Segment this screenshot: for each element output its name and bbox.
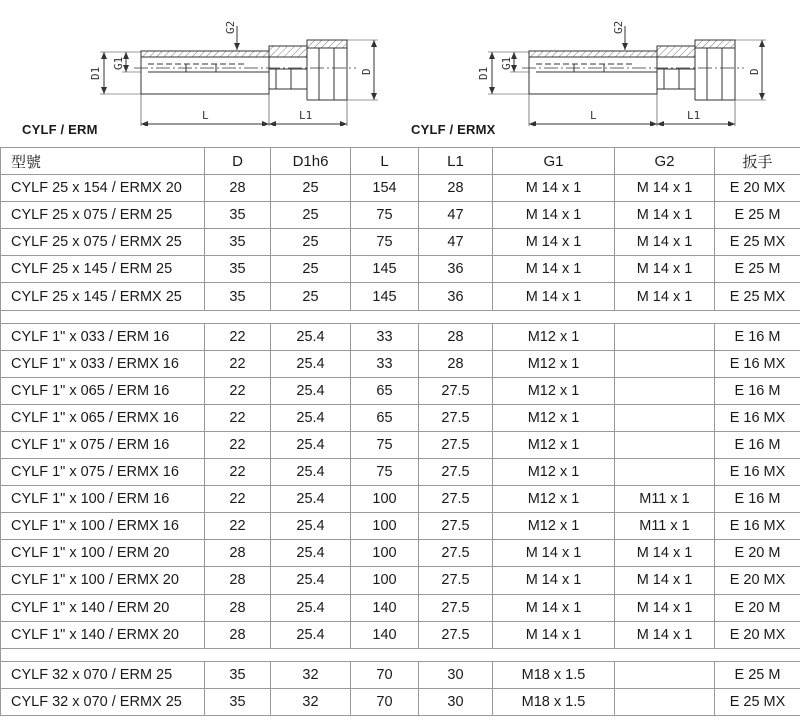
cell-model: CYLF 1" x 140 / ERM 20: [1, 594, 205, 621]
dim-g1-label: G1: [112, 56, 125, 70]
cell-model: CYLF 25 x 075 / ERM 25: [1, 202, 205, 229]
cell-l1: 27.5: [419, 377, 493, 404]
cell-d: 22: [205, 323, 271, 350]
column-header-d: D: [205, 148, 271, 175]
cell-d: 28: [205, 540, 271, 567]
dim-l-label: L: [202, 109, 209, 122]
cell-d: 35: [205, 256, 271, 283]
cell-model: CYLF 1" x 075 / ERMX 16: [1, 459, 205, 486]
cell-wrench: E 20 MX: [715, 621, 800, 648]
cell-g2: [615, 688, 715, 715]
cell-g2: M 14 x 1: [615, 567, 715, 594]
cell-d1h6: 25: [271, 283, 351, 310]
table-row: [1, 567, 800, 594]
cell-g2: M11 x 1: [615, 486, 715, 513]
cell-wrench: E 20 M: [715, 594, 800, 621]
cell-g2: M 14 x 1: [615, 229, 715, 256]
cell-wrench: E 25 M: [715, 661, 800, 688]
cell-g1: M12 x 1: [493, 486, 615, 513]
cell-d1h6: 25.4: [271, 404, 351, 431]
cell-g2: M 14 x 1: [615, 621, 715, 648]
cell-d1h6: 25.4: [271, 513, 351, 540]
cell-d: 35: [205, 283, 271, 310]
cell-g1: M 14 x 1: [493, 594, 615, 621]
cell-g1: M18 x 1.5: [493, 688, 615, 715]
cell-wrench: E 16 M: [715, 431, 800, 458]
cell-model: CYLF 1" x 140 / ERMX 20: [1, 621, 205, 648]
group-separator-cell: [1, 648, 800, 661]
spec-table-header: [1, 148, 800, 175]
cell-l: 75: [351, 459, 419, 486]
cell-model: CYLF 1" x 065 / ERMX 16: [1, 404, 205, 431]
cell-d: 22: [205, 459, 271, 486]
cell-l: 100: [351, 513, 419, 540]
cell-wrench: E 20 MX: [715, 175, 800, 202]
cell-g2: [615, 661, 715, 688]
cell-l: 145: [351, 256, 419, 283]
drawing-cylf-ermx: [474, 14, 774, 126]
cell-d: 22: [205, 404, 271, 431]
cell-d1h6: 25: [271, 202, 351, 229]
cell-l: 75: [351, 431, 419, 458]
cell-l1: 36: [419, 283, 493, 310]
cell-wrench: E 16 MX: [715, 513, 800, 540]
cell-l: 100: [351, 486, 419, 513]
cell-d1h6: 25.4: [271, 323, 351, 350]
column-header-wrench: 扳手: [715, 148, 800, 175]
table-row: [1, 377, 800, 404]
cell-l: 70: [351, 661, 419, 688]
cell-g1: M 14 x 1: [493, 229, 615, 256]
cell-g1: M12 x 1: [493, 350, 615, 377]
cell-g1: M 14 x 1: [493, 175, 615, 202]
cell-g2: M 14 x 1: [615, 256, 715, 283]
cell-l1: 27.5: [419, 486, 493, 513]
table-row: [1, 283, 800, 310]
dim-l1-label: L1: [299, 109, 313, 122]
cell-d: 22: [205, 350, 271, 377]
cell-l: 70: [351, 688, 419, 715]
cell-d1h6: 25.4: [271, 377, 351, 404]
cell-l1: 30: [419, 688, 493, 715]
cell-l: 33: [351, 323, 419, 350]
cell-l: 140: [351, 621, 419, 648]
column-header-l1: L1: [419, 148, 493, 175]
cell-g2: [615, 377, 715, 404]
cell-g2: [615, 404, 715, 431]
cell-d1h6: 25.4: [271, 594, 351, 621]
table-row: [1, 594, 800, 621]
cell-d1h6: 25.4: [271, 350, 351, 377]
dim-l-label: L: [590, 109, 597, 122]
cell-g1: M12 x 1: [493, 459, 615, 486]
table-row: [1, 431, 800, 458]
cell-wrench: E 16 MX: [715, 404, 800, 431]
cell-wrench: E 20 M: [715, 540, 800, 567]
cell-model: CYLF 1" x 100 / ERMX 16: [1, 513, 205, 540]
cell-l1: 36: [419, 256, 493, 283]
cell-l1: 27.5: [419, 513, 493, 540]
cell-l1: 28: [419, 323, 493, 350]
spec-table: [0, 147, 800, 716]
group-separator: [1, 310, 800, 323]
cell-d: 28: [205, 594, 271, 621]
cell-l: 65: [351, 377, 419, 404]
cell-d: 22: [205, 431, 271, 458]
cell-model: CYLF 1" x 100 / ERMX 20: [1, 567, 205, 594]
cell-l: 75: [351, 202, 419, 229]
cell-g1: M 14 x 1: [493, 621, 615, 648]
cell-d1h6: 25.4: [271, 486, 351, 513]
cell-model: CYLF 1" x 075 / ERM 16: [1, 431, 205, 458]
table-row: [1, 229, 800, 256]
cell-g2: [615, 431, 715, 458]
cell-d1h6: 25: [271, 175, 351, 202]
cell-g1: M12 x 1: [493, 431, 615, 458]
cell-wrench: E 25 MX: [715, 229, 800, 256]
cell-g2: M 14 x 1: [615, 594, 715, 621]
cell-model: CYLF 1" x 033 / ERMX 16: [1, 350, 205, 377]
dim-d-label: D: [748, 68, 761, 75]
group-separator: [1, 648, 800, 661]
cell-wrench: E 16 M: [715, 486, 800, 513]
cell-l: 100: [351, 540, 419, 567]
cell-wrench: E 16 M: [715, 323, 800, 350]
cell-l1: 47: [419, 202, 493, 229]
cell-wrench: E 25 M: [715, 202, 800, 229]
cell-g2: M 14 x 1: [615, 202, 715, 229]
column-header-g2: G2: [615, 148, 715, 175]
cell-model: CYLF 32 x 070 / ERM 25: [1, 661, 205, 688]
dim-g2-label: G2: [224, 20, 237, 34]
cell-d: 28: [205, 621, 271, 648]
cell-g2: [615, 459, 715, 486]
table-row: [1, 323, 800, 350]
table-row: [1, 486, 800, 513]
cell-model: CYLF 1" x 100 / ERM 20: [1, 540, 205, 567]
column-header-g1: G1: [493, 148, 615, 175]
collet-chuck-diagram-ermx: [474, 14, 774, 126]
cell-model: CYLF 25 x 145 / ERMX 25: [1, 283, 205, 310]
cell-g2: M 14 x 1: [615, 540, 715, 567]
drawing-caption-ermx: CYLF / ERMX: [411, 122, 496, 137]
cell-d: 35: [205, 688, 271, 715]
cell-g1: M12 x 1: [493, 323, 615, 350]
cell-d: 22: [205, 486, 271, 513]
table-row: [1, 688, 800, 715]
cell-g1: M 14 x 1: [493, 283, 615, 310]
cell-d: 28: [205, 175, 271, 202]
table-row: [1, 202, 800, 229]
cell-g2: [615, 323, 715, 350]
header-row: [1, 148, 800, 175]
cell-g1: M 14 x 1: [493, 540, 615, 567]
cell-model: CYLF 1" x 065 / ERM 16: [1, 377, 205, 404]
cell-g2: M 14 x 1: [615, 175, 715, 202]
cell-l: 65: [351, 404, 419, 431]
cell-l: 140: [351, 594, 419, 621]
cell-d1h6: 25.4: [271, 621, 351, 648]
cell-model: CYLF 25 x 145 / ERM 25: [1, 256, 205, 283]
cell-g2: M 14 x 1: [615, 283, 715, 310]
cell-g2: M11 x 1: [615, 513, 715, 540]
table-row: [1, 540, 800, 567]
cell-d1h6: 25: [271, 256, 351, 283]
cell-wrench: E 25 M: [715, 256, 800, 283]
cell-l1: 27.5: [419, 594, 493, 621]
cell-l1: 27.5: [419, 621, 493, 648]
cell-l: 145: [351, 283, 419, 310]
cell-g1: M 14 x 1: [493, 256, 615, 283]
cell-g1: M18 x 1.5: [493, 661, 615, 688]
cell-wrench: E 25 MX: [715, 283, 800, 310]
cell-wrench: E 16 MX: [715, 350, 800, 377]
table-row: [1, 661, 800, 688]
dim-g1-label: G1: [500, 56, 513, 70]
technical-drawings: [0, 0, 800, 142]
drawing-caption-erm: CYLF / ERM: [22, 122, 98, 137]
cell-d1h6: 32: [271, 661, 351, 688]
dim-d-label: D: [360, 68, 373, 75]
cell-d: 28: [205, 567, 271, 594]
cell-l1: 28: [419, 350, 493, 377]
cell-d: 22: [205, 513, 271, 540]
cell-g1: M 14 x 1: [493, 567, 615, 594]
cell-l1: 27.5: [419, 431, 493, 458]
cell-l1: 27.5: [419, 404, 493, 431]
cell-l1: 28: [419, 175, 493, 202]
cell-d: 22: [205, 377, 271, 404]
cell-g1: M12 x 1: [493, 404, 615, 431]
cell-l1: 47: [419, 229, 493, 256]
drawing-cylf-erm: [86, 14, 386, 126]
table-row: [1, 513, 800, 540]
dim-l1-label: L1: [687, 109, 701, 122]
cell-l1: 30: [419, 661, 493, 688]
column-header-model: 型號: [1, 148, 205, 175]
cell-l: 154: [351, 175, 419, 202]
table-row: [1, 350, 800, 377]
cell-d1h6: 25.4: [271, 459, 351, 486]
column-header-l: L: [351, 148, 419, 175]
cell-g1: M12 x 1: [493, 513, 615, 540]
cell-d1h6: 25: [271, 229, 351, 256]
cell-model: CYLF 25 x 075 / ERMX 25: [1, 229, 205, 256]
cell-wrench: E 20 MX: [715, 567, 800, 594]
dim-d1-label: D1: [477, 66, 490, 80]
table-row: [1, 459, 800, 486]
cell-wrench: E 16 M: [715, 377, 800, 404]
table-row: [1, 256, 800, 283]
cell-model: CYLF 1" x 033 / ERM 16: [1, 323, 205, 350]
cell-g1: M12 x 1: [493, 377, 615, 404]
cell-d1h6: 25.4: [271, 567, 351, 594]
dim-g2-label: G2: [612, 20, 625, 34]
cell-l1: 27.5: [419, 540, 493, 567]
dim-d1-label: D1: [89, 66, 102, 80]
table-row: [1, 621, 800, 648]
cell-model: CYLF 1" x 100 / ERM 16: [1, 486, 205, 513]
cell-d: 35: [205, 661, 271, 688]
table-row: [1, 404, 800, 431]
cell-d: 35: [205, 229, 271, 256]
cell-model: CYLF 32 x 070 / ERMX 25: [1, 688, 205, 715]
cell-d1h6: 25.4: [271, 431, 351, 458]
cell-g2: [615, 350, 715, 377]
spec-table-body: [1, 175, 800, 716]
cell-g1: M 14 x 1: [493, 202, 615, 229]
group-separator-cell: [1, 310, 800, 323]
cell-l: 100: [351, 567, 419, 594]
cell-l1: 27.5: [419, 567, 493, 594]
cell-l1: 27.5: [419, 459, 493, 486]
cell-d1h6: 32: [271, 688, 351, 715]
cell-wrench: E 25 MX: [715, 688, 800, 715]
cell-l: 75: [351, 229, 419, 256]
table-row: [1, 175, 800, 202]
cell-d: 35: [205, 202, 271, 229]
column-header-d1h6: D1h6: [271, 148, 351, 175]
cell-model: CYLF 25 x 154 / ERMX 20: [1, 175, 205, 202]
cell-d1h6: 25.4: [271, 540, 351, 567]
collet-chuck-diagram-erm: [86, 14, 386, 126]
cell-l: 33: [351, 350, 419, 377]
cell-wrench: E 16 MX: [715, 459, 800, 486]
